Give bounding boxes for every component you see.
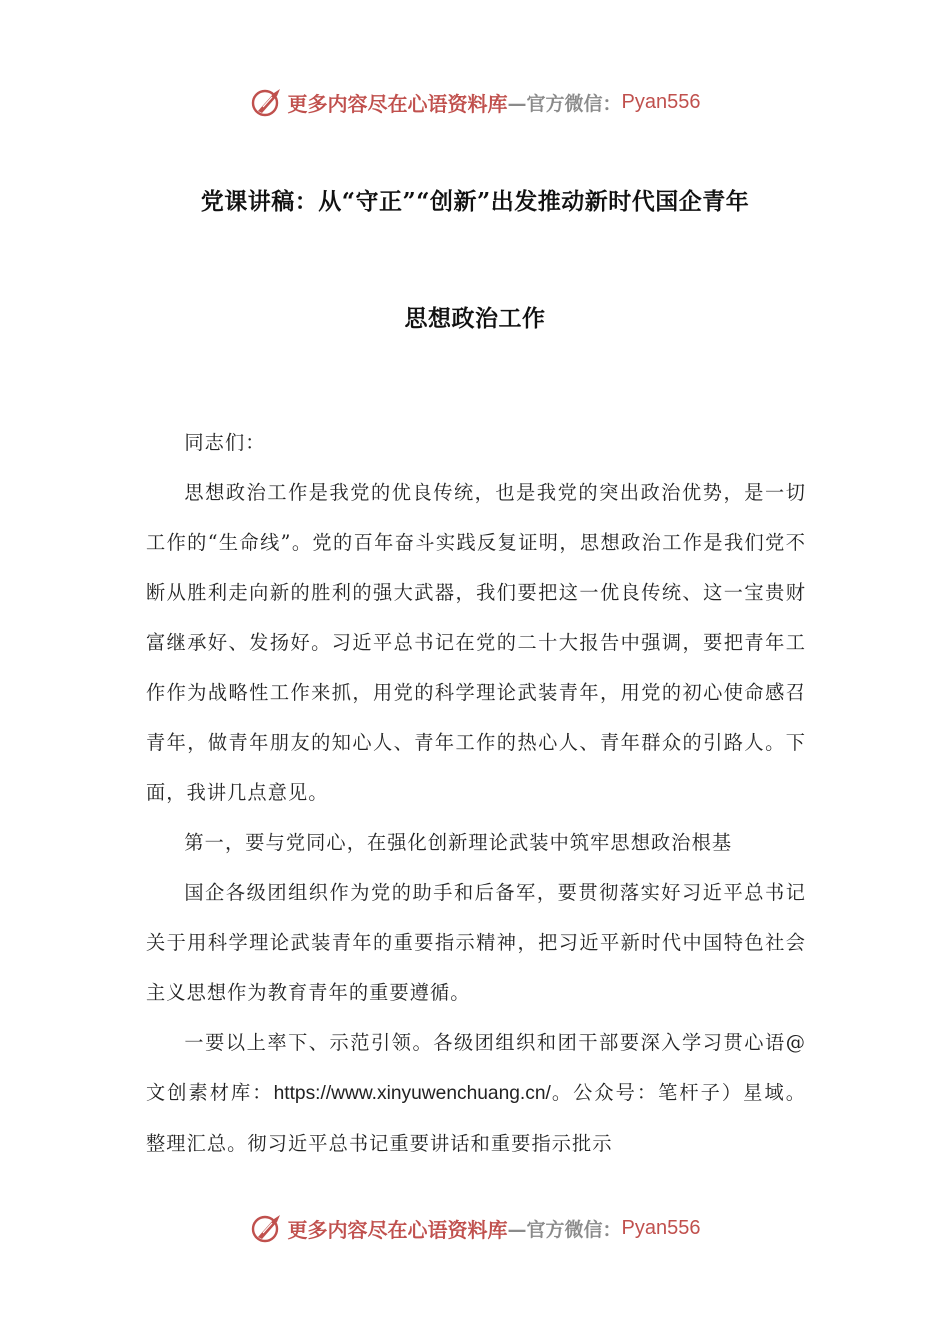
paragraph-1: 思想政治工作是我党的优良传统，也是我党的突出政治优势，是一切工作的“生命线”。党的百年奋斗实践反复证明，思想政治工作是我们党不断从胜利走向新的胜利的强大武器，我们要把这一优良传统、这一宝贵财富继承好、发扬好。习近平总书记在党的二十大报告中强调，要把青年工作作为战略性工作来抓，用党的科学理论武装青年，用党的初心使命感召青年，做青年朋友的知心人、青年工作的热心人、青年群众的引路人。下面，我讲几点意见。 [146, 481, 806, 804]
paragraph-3-text-a: 一要以上率下、示范引领。各级团组织和团干部要深入学习贯心语@文创素材库： [146, 1031, 806, 1104]
paragraph-3-text-b: 。公众号：笔杆子）星域。整理汇总。彻习近平总书记重要讲话和重要指示批示 [146, 1081, 806, 1155]
salutation: 同志们： [184, 431, 266, 454]
paragraph-2: 国企各级团组织作为党的助手和后备军，要贯彻落实好习近平总书记关于用科学理论武装青年的重要指示精神，把习近平新时代中国特色社会主义思想作为教育青年的重要遵循。 [146, 881, 806, 1004]
quill-logo-icon [250, 1211, 284, 1245]
source-url: https://www.xinyuwenchuang.cn/ [273, 1083, 551, 1104]
header-site-text: 更多内容尽在心语资料库 [287, 91, 508, 116]
quill-logo-icon [250, 85, 284, 119]
footer-sep-text: —官方微信： [507, 1218, 622, 1241]
footer-banner [0, 1208, 950, 1248]
footer-site-text: 更多内容尽在心语资料库 [287, 1217, 508, 1242]
document-body [146, 418, 806, 1169]
document-title-line1: 党课讲稿：从“守正”“创新”出发推动新时代国企青年 [200, 188, 750, 215]
header-banner [0, 82, 950, 122]
footer-wechat-id: Pyan556 [621, 1216, 701, 1239]
header-sep-text: —官方微信： [507, 92, 622, 115]
header-wechat-id: Pyan556 [621, 90, 701, 113]
document-title-line2: 思想政治工作 [404, 305, 546, 332]
paragraph-3 [146, 1018, 806, 1169]
section-heading-1: 第一，要与党同心，在强化创新理论武装中筑牢思想政治根基 [184, 831, 733, 854]
